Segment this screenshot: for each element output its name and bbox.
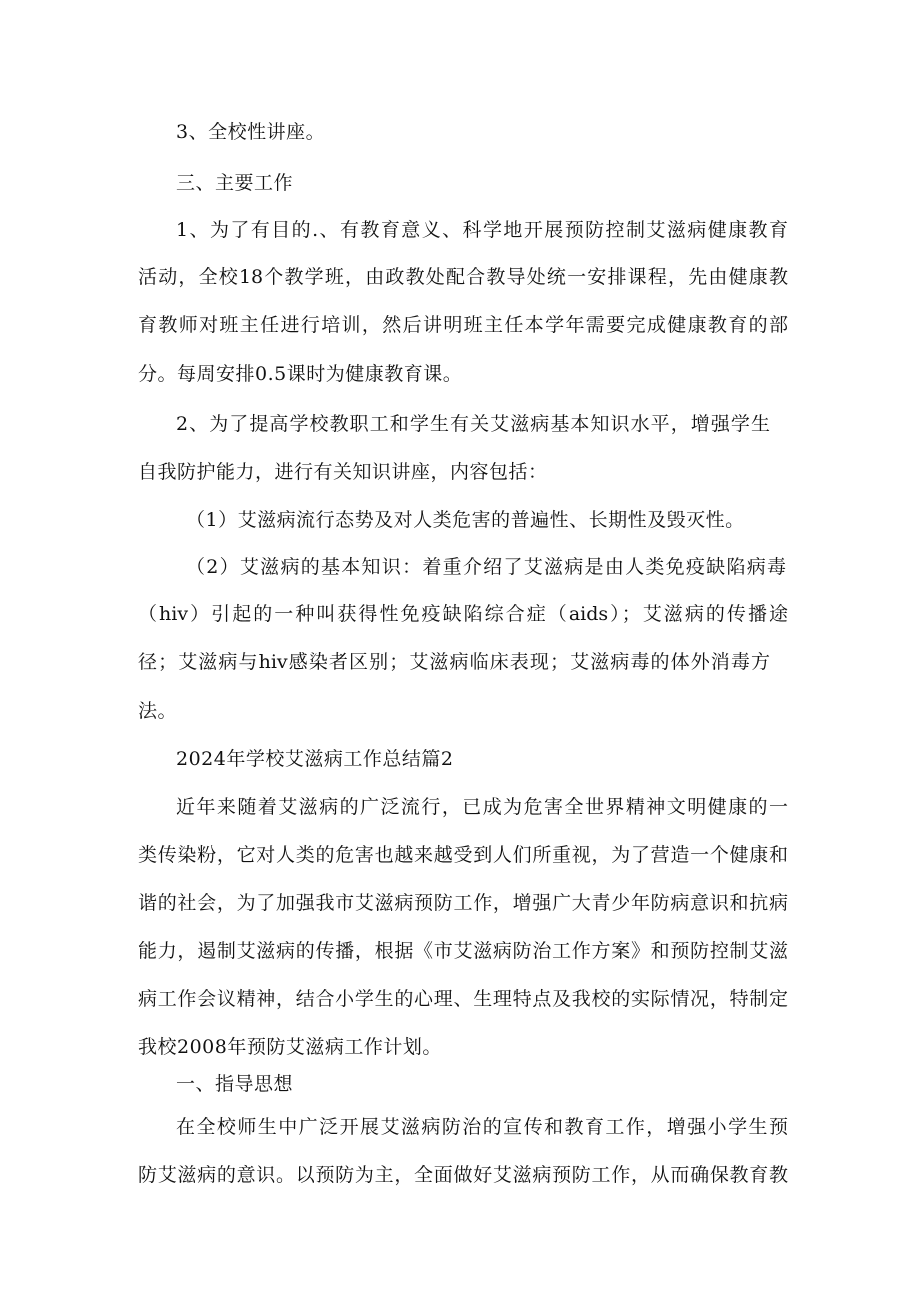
paragraph-line: 育教师对班主任进行培训，然后讲明班主任本学年需要完成健康教育的部 bbox=[138, 314, 788, 336]
paragraph-line: 2、为了提高学校教职工和学生有关艾滋病基本知识水平，增强学生 bbox=[176, 413, 770, 435]
list-item: （1）艾滋病流行态势及对人类危害的普遍性、长期性及毁灭性。 bbox=[186, 509, 745, 531]
section-heading-main-work: 三、主要工作 bbox=[176, 172, 294, 194]
paragraph-line: 防艾滋病的意识。以预防为主，全面做好艾滋病预防工作，从而确保教育教 bbox=[138, 1164, 788, 1186]
paragraph-line: 法。 bbox=[138, 700, 178, 722]
paragraph-line: 分。每周安排0.5课时为健康教育课。 bbox=[138, 363, 463, 385]
list-item-lecture: 3、全校性讲座。 bbox=[176, 121, 326, 143]
paragraph-line: 近年来随着艾滋病的广泛流行，已成为危害全世界精神文明健康的一 bbox=[176, 796, 788, 818]
paragraph-line: 我校2008年预防艾滋病工作计划。 bbox=[138, 1036, 442, 1058]
paragraph-line: 病工作会议精神，结合小学生的心理、生理特点及我校的实际情况，特制定 bbox=[138, 988, 788, 1010]
paragraph-line: 自我防护能力，进行有关知识讲座，内容包括： bbox=[138, 461, 548, 483]
paragraph-line: （hiv）引起的一种叫获得性免疫缺陷综合症（aids）；艾滋病的传播途 bbox=[138, 603, 788, 625]
paragraph-line: 能力，遏制艾滋病的传播，根据《市艾滋病防治工作方案》和预防控制艾滋 bbox=[138, 940, 788, 962]
article-title: 2024年学校艾滋病工作总结篇2 bbox=[176, 748, 454, 770]
paragraph-line: 谐的社会，为了加强我市艾滋病预防工作，增强广大青少年防病意识和抗病 bbox=[138, 892, 788, 914]
section-heading-guiding-ideology: 一、指导思想 bbox=[176, 1073, 294, 1095]
paragraph-line: 径；艾滋病与hiv感染者区别；艾滋病临床表现；艾滋病毒的体外消毒方 bbox=[138, 651, 770, 673]
paragraph-line: 在全校师生中广泛开展艾滋病防治的宣传和教育工作，增强小学生预 bbox=[176, 1116, 788, 1138]
paragraph-line: 类传染粉，它对人类的危害也越来越受到人们所重视，为了营造一个健康和 bbox=[138, 844, 788, 866]
paragraph-line: 1、为了有目的.、有教育意义、科学地开展预防控制艾滋病健康教育 bbox=[176, 219, 788, 241]
paragraph-line: 活动，全校18个教学班，由政教处配合教导处统一安排课程，先由健康教 bbox=[138, 266, 788, 288]
list-item: （2）艾滋病的基本知识：着重介绍了艾滋病是由人类免疫缺陷病毒 bbox=[186, 556, 786, 578]
